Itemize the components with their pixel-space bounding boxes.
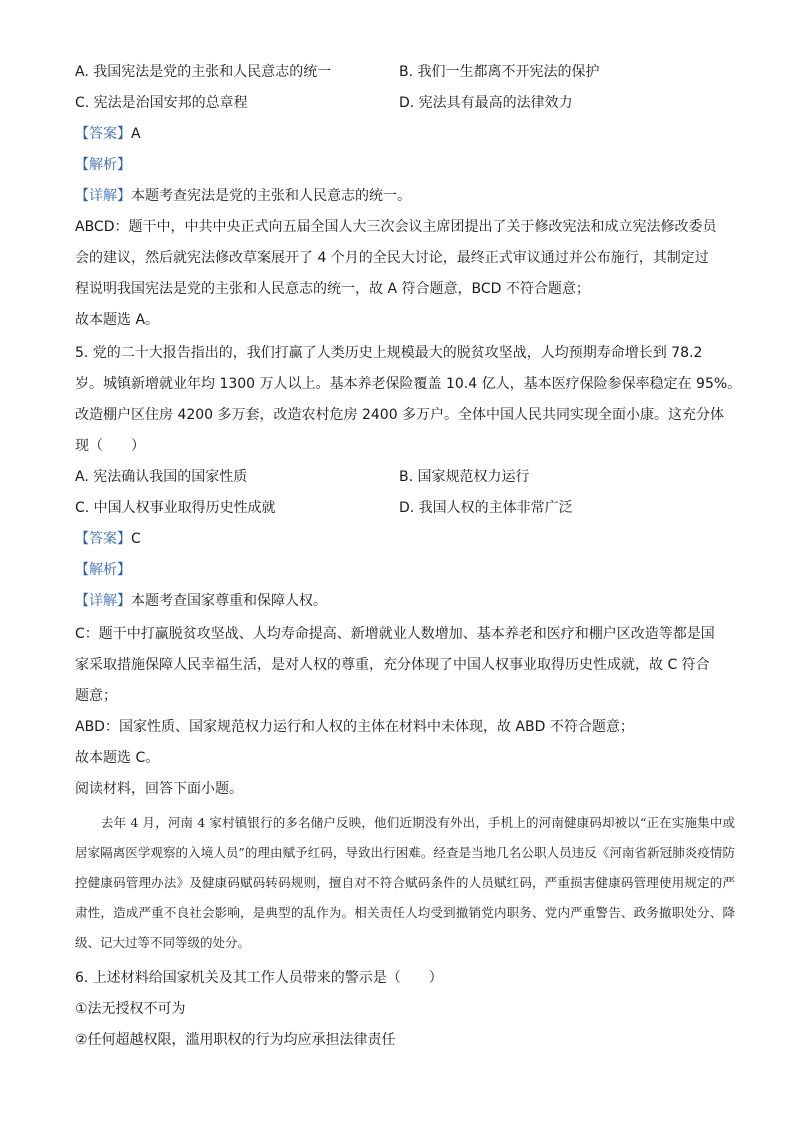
detail-text: 本题考查宪法是党的主张和人民意志的统一。 (131, 188, 411, 204)
q4-option-c: C. 宪法是治国安邦的总章程 (75, 95, 248, 111)
q4-analysis-tag: 【解析】 (75, 157, 131, 173)
q5-stem-line: 岁。城镇新增就业年均 1300 万人以上。基本养老保险覆盖 10.4 亿人，基本医疗保险参保率稳定在 95%。 (75, 376, 742, 392)
q5-explain-line: C：题干中打赢脱贫攻坚战、人均寿命提高、新增就业人数增加、基本养老和医疗和棚户区改造等都是国 (75, 626, 715, 642)
q5-analysis-tag: 【解析】 (75, 562, 131, 578)
q4-explain-line: ABCD：题干中，中共中央正式向五届全国人大三次会议主席团提出了关于修改宪法和成立宪法修改委员 (75, 219, 717, 235)
q4-conclusion: 故本题选 A。 (75, 312, 160, 328)
q4-detail (75, 186, 411, 206)
reading-material (75, 808, 735, 958)
q4-answer (75, 124, 141, 144)
q4-option-a: A. 我国宪法是党的主张和人民意志的统一 (75, 64, 332, 80)
q6-item-2: ②任何超越权限，滥用职权的行为均应承担法律责任 (75, 1032, 396, 1048)
q4-explain-line: 程说明我国宪法是党的主张和人民意志的统一，故 A 符合题意，BCD 不符合题意； (75, 281, 590, 297)
q5-explain-line: 家采取措施保障人民幸福生活，是对人权的尊重，充分体现了中国人权事业取得历史性成就，故 C 符合 (75, 657, 710, 673)
q6-item-1: ①法无授权不可为 (75, 1001, 186, 1017)
detail-tag: 【详解】 (75, 188, 131, 204)
answer-value: A (131, 126, 141, 142)
reading-prompt: 阅读材料，回答下面小题。 (75, 781, 243, 797)
q5-stem-line: 现（ ） (75, 438, 145, 454)
q5-option-d: D. 我国人权的主体非常广泛 (399, 500, 573, 516)
material-paragraph: 去年 4 月，河南 4 家村镇银行的多名储户反映，他们近期没有外出，手机上的河南健康码却被以“正在实施集中或居家隔离医学观察的入境人员”的理由赋予红码，导致出行困难。经查是当地几名公职人员违反《河南省新冠肺炎疫情防控健康码管理办法》及健康码赋码转码规则，擅自对不符合赋码条件的人员赋红码，严重损害健康码管理使用规定的严肃性，造成严重不良社会影响，是典型的乱作为。相关责任人均受到撤销党内职务、党内严重警告、政务撤职处分、降级、记大过等不同等级的处分。 (75, 815, 735, 950)
answer-value: C (131, 531, 141, 547)
answer-tag: 【答案】 (75, 126, 131, 142)
q5-option-c: C. 中国人权事业取得历史性成就 (75, 500, 276, 516)
q5-option-b: B. 国家规范权力运行 (399, 469, 530, 485)
q5-detail (75, 591, 327, 611)
q4-explain-line: 会的建议，然后就宪法修改草案展开了 4 个月的全民大讨论，最终正式审议通过并公布施行，其制定过 (75, 250, 709, 266)
answer-tag: 【答案】 (75, 531, 131, 547)
q4-option-b: B. 我们一生都离不开宪法的保护 (399, 64, 600, 80)
detail-tag: 【详解】 (75, 593, 131, 609)
q5-conclusion: 故本题选 C。 (75, 750, 160, 766)
q5-explain-line: 题意； (75, 688, 117, 704)
q5-explain-line: ABD：国家性质、国家规范权力运行和人权的主体在材料中未体现，故 ABD 不符合题意； (75, 719, 634, 735)
q4-option-d: D. 宪法具有最高的法律效力 (399, 95, 573, 111)
q5-answer (75, 529, 141, 549)
q5-option-a: A. 宪法确认我国的国家性质 (75, 469, 248, 485)
q6-stem: 6. 上述材料给国家机关及其工作人员带来的警示是（ ） (75, 970, 443, 986)
detail-text: 本题考查国家尊重和保障人权。 (131, 593, 327, 609)
q5-stem-line: 改造棚户区住房 4200 多万套，改造农村危房 2400 多万户。全体中国人民共同实现全面小康。这充分体 (75, 407, 725, 423)
q5-stem-line: 5. 党的二十大报告指出的，我们打赢了人类历史上规模最大的脱贫攻坚战，人均预期寿命增长到 78.2 (75, 345, 703, 361)
